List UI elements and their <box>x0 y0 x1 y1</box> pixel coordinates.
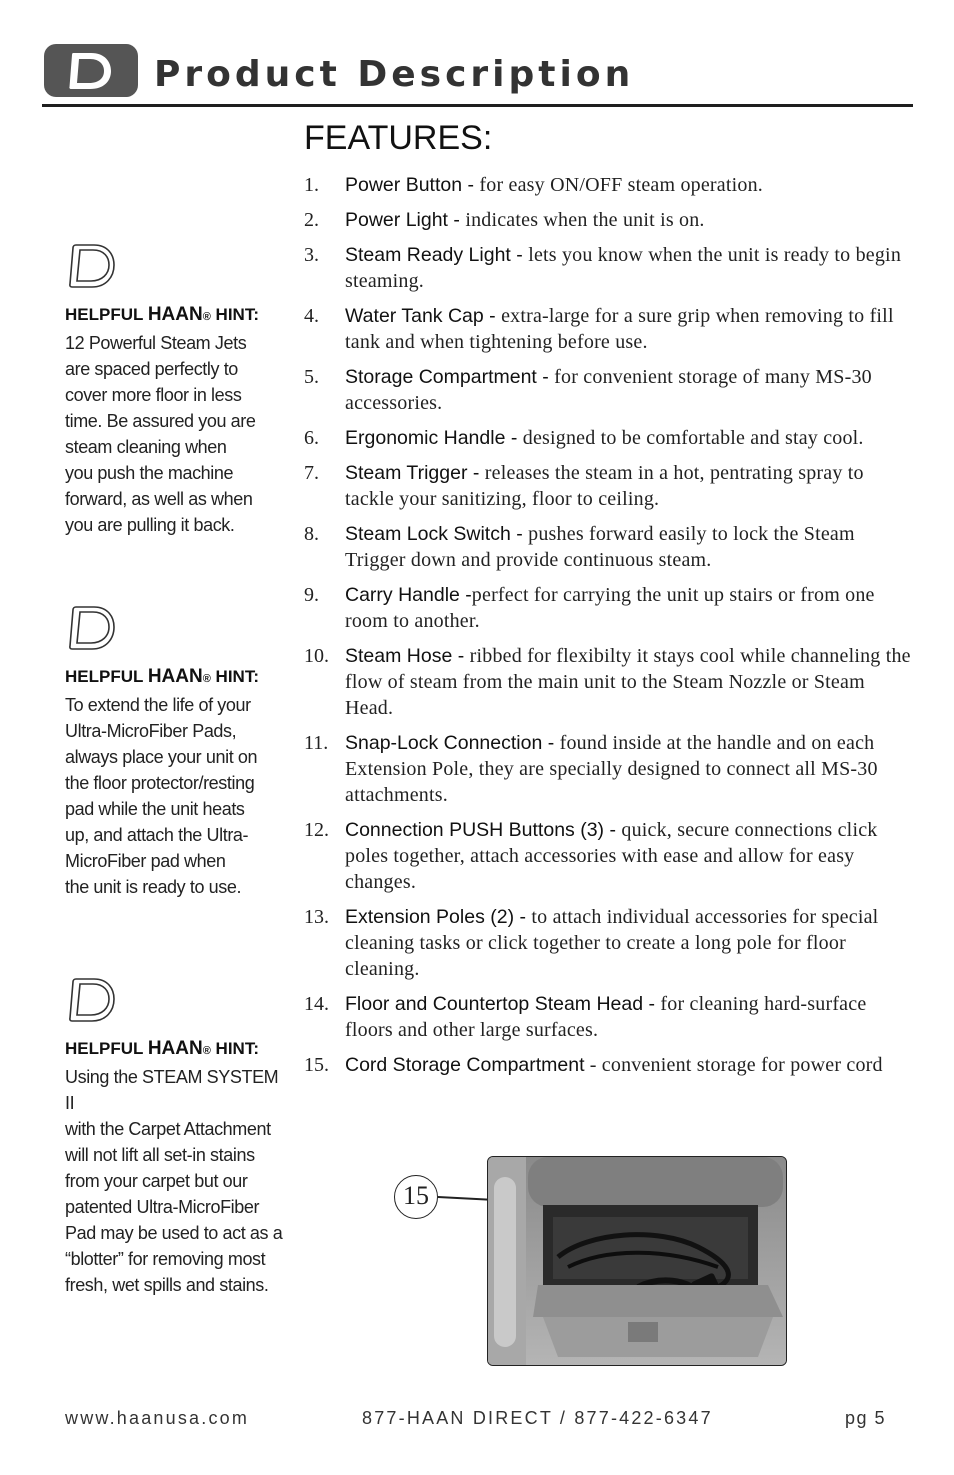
feature-item <box>304 207 914 233</box>
feature-item <box>304 991 914 1043</box>
footer-website: www.haanusa.com <box>65 1408 250 1428</box>
feature-text <box>345 425 914 451</box>
feature-description: to attach individual accessories for special cleaning tasks or click together to create a long pole for floor cleaning. <box>345 906 879 980</box>
feature-description: releases the steam in a hot, pentrating spray to tackle your sanitizing, floor to ceiling. <box>345 462 864 510</box>
feature-description: for easy ON/OFF steam operation. <box>479 174 763 196</box>
feature-text <box>345 817 914 895</box>
hint-text: To extend the life of your Ultra-MicroFiber Pads, always place your unit on the floor protector/resting pad while the unit heats up, and attach the Ultra- MicroFiber pad when the unit is ready to use. <box>65 695 258 897</box>
feature-description: found inside at the handle and on each Extension Pole, they are specially designed to connect all MS-30 attachments. <box>345 732 878 806</box>
feature-number: 7. <box>304 462 319 484</box>
feature-description: ribbed for flexibilty it stays cool while channeling the flow of steam from the main unit to the Steam Nozzle or Steam Head. <box>345 645 911 719</box>
hint-text: Using the STEAM SYSTEM II with the Carpet Attachment will not lift all set-in stains from your carpet but our patented Ultra-MicroFiber Pad may be used to act as a “blotter” for removing most fresh, wet spills and stains. <box>65 1067 283 1295</box>
figure-callout: 15 <box>394 1175 438 1219</box>
feature-item <box>304 460 914 512</box>
feature-description: lets you know when the unit is ready to begin steaming. <box>345 244 902 292</box>
feature-text <box>345 730 914 808</box>
d-hint-icon <box>68 605 116 651</box>
feature-number: 3. <box>304 244 319 266</box>
feature-text <box>345 1052 914 1078</box>
header-badge <box>44 44 138 97</box>
feature-name: Carry Handle - <box>345 584 472 606</box>
feature-number: 14. <box>304 993 329 1015</box>
feature-item <box>304 730 914 808</box>
feature-description: for convenient storage of many MS-30 accessories. <box>345 366 872 414</box>
d-letter-badge-icon <box>67 50 115 92</box>
feature-text <box>345 242 914 294</box>
footer-page-number: pg 5 <box>845 1408 887 1428</box>
feature-number: 8. <box>304 523 319 545</box>
feature-number: 1. <box>304 174 319 196</box>
feature-number: 4. <box>304 305 319 327</box>
feature-name: Steam Hose - <box>345 645 470 667</box>
feature-name: Extension Poles (2) - <box>345 906 532 928</box>
feature-list <box>304 172 914 1087</box>
feature-text <box>345 364 914 416</box>
feature-item <box>304 425 914 451</box>
feature-number: 15. <box>304 1054 329 1076</box>
helpful-hint-1 <box>65 243 290 538</box>
helpful-hint-2 <box>65 605 290 900</box>
feature-item <box>304 364 914 416</box>
feature-number: 10. <box>304 645 329 667</box>
feature-text <box>345 207 914 233</box>
feature-description: pushes forward easily to lock the Steam Trigger down and provide continuous steam. <box>345 523 855 571</box>
feature-number: 13. <box>304 906 329 928</box>
hint-heading: HELPFUL HAAN® HINT: <box>65 1038 259 1059</box>
feature-item <box>304 242 914 294</box>
feature-item <box>304 582 914 634</box>
cord-storage-illustration <box>488 1157 787 1366</box>
feature-name: Connection PUSH Buttons (3) - <box>345 819 622 841</box>
feature-text <box>345 172 914 198</box>
feature-number: 5. <box>304 366 319 388</box>
feature-item <box>304 303 914 355</box>
feature-name: Cord Storage Compartment <box>345 1054 585 1076</box>
d-hint-icon <box>68 243 116 289</box>
feature-item <box>304 904 914 982</box>
feature-description: extra-large for a sure grip when removing to fill tank and when tightening before use. <box>345 305 894 353</box>
feature-number: 6. <box>304 427 319 449</box>
feature-description: designed to be comfortable and stay cool. <box>522 427 864 449</box>
hint-text: 12 Powerful Steam Jets are spaced perfectly to cover more floor in less time. Be assured you are steam cleaning when you push the machine forward, as well as when you are pulling it back. <box>65 333 256 535</box>
hint-heading: HELPFUL HAAN® HINT: <box>65 304 259 325</box>
feature-number: 9. <box>304 584 319 606</box>
feature-name: Steam Ready Light - <box>345 244 529 266</box>
features-heading: FEATURES: <box>304 119 493 157</box>
hint-heading: HELPFUL HAAN® HINT: <box>65 666 259 687</box>
feature-number: 2. <box>304 209 319 231</box>
cord-storage-photo <box>487 1156 787 1366</box>
feature-name: Floor and Countertop Steam Head - <box>345 993 661 1015</box>
feature-text <box>345 904 914 982</box>
feature-text <box>345 991 914 1043</box>
feature-item <box>304 817 914 895</box>
feature-description: - convenient storage for power cord <box>584 1054 883 1076</box>
feature-name: Steam Trigger - <box>345 462 485 484</box>
page-title: Product Description <box>154 54 635 95</box>
feature-item <box>304 521 914 573</box>
feature-name: Snap-Lock Connection - <box>345 732 560 754</box>
footer-phone: 877-HAAN DIRECT / 877-422-6347 <box>362 1408 713 1428</box>
helpful-hint-3 <box>65 977 290 1298</box>
feature-description: perfect for carrying the unit up stairs or from one room to another. <box>345 584 875 632</box>
feature-text <box>345 460 914 512</box>
feature-text <box>345 303 914 355</box>
feature-name: Storage Compartment - <box>345 366 555 388</box>
feature-number: 11. <box>304 732 329 754</box>
feature-name: Ergonomic Handle - <box>345 427 523 449</box>
feature-name: Steam Lock Switch - <box>345 523 529 545</box>
feature-item <box>304 172 914 198</box>
feature-name: Water Tank Cap - <box>345 305 502 327</box>
feature-text <box>345 521 914 573</box>
feature-item <box>304 1052 914 1078</box>
feature-description: quick, secure connections click poles together, attach accessories with ease and allow for easy changes. <box>345 819 878 893</box>
feature-number: 12. <box>304 819 329 841</box>
d-hint-icon <box>68 977 116 1023</box>
feature-name: Power Light - <box>345 209 466 231</box>
feature-item <box>304 643 914 721</box>
feature-name: Power Button - <box>345 174 480 196</box>
feature-text <box>345 582 914 634</box>
feature-description: indicates when the unit is on. <box>465 209 705 231</box>
feature-description: for cleaning hard-surface floors and other large surfaces. <box>345 993 867 1041</box>
header-divider <box>42 104 913 107</box>
feature-text <box>345 643 914 721</box>
